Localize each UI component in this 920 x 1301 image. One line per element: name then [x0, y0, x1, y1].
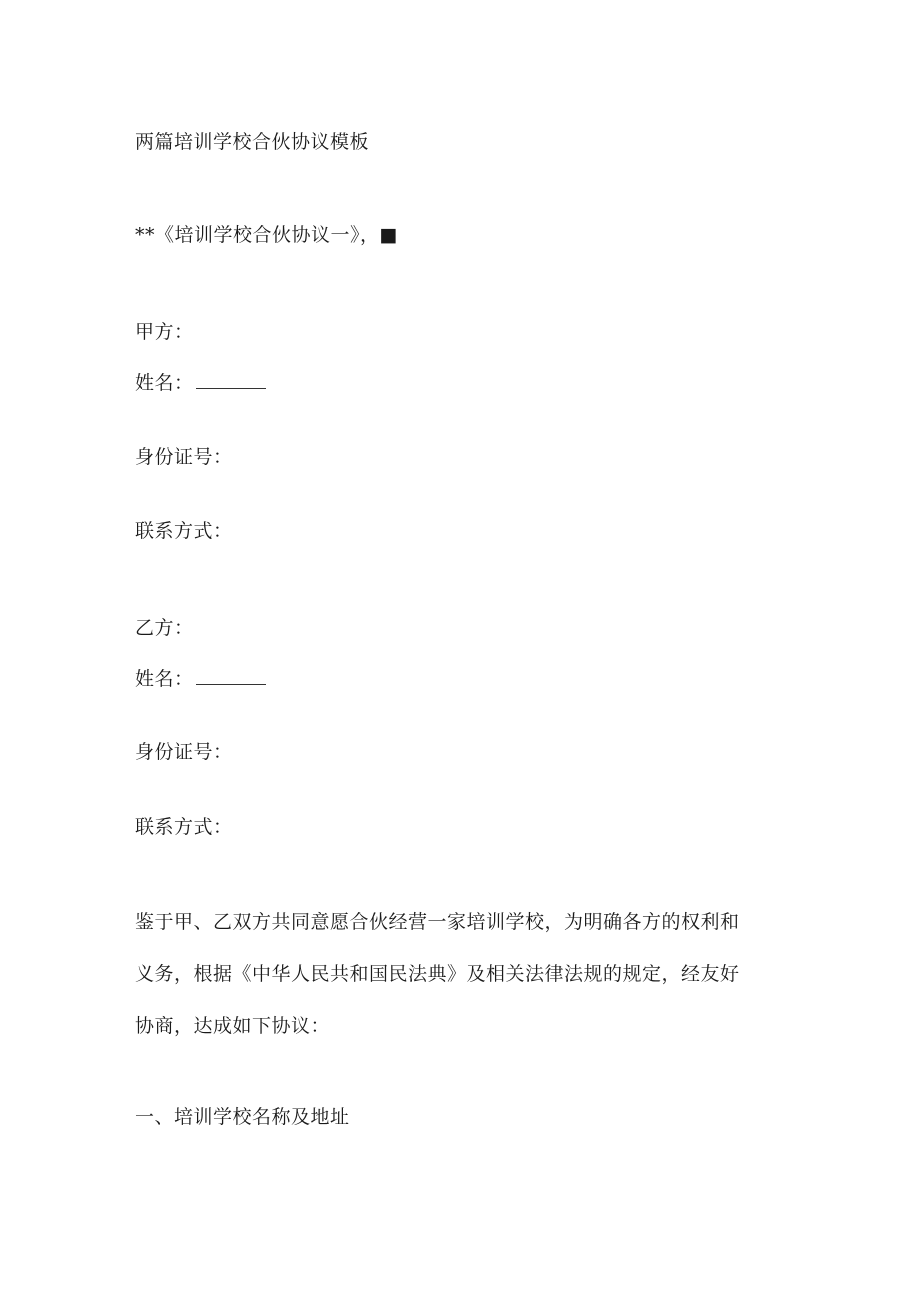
- preamble-paragraph: [135, 896, 775, 1052]
- preamble-line-3: 协商，达成如下协议：: [135, 1015, 331, 1037]
- party-a-name-blank: [196, 370, 266, 389]
- party-b-heading: 乙方：: [135, 617, 194, 639]
- party-b-id-label: 身份证号：: [135, 741, 233, 763]
- document-subtitle: **《培训学校合伙协议一》，■: [135, 224, 398, 246]
- party-b-name-label: 姓名：: [135, 668, 194, 690]
- preamble-line-2: 义务，根据《中华人民共和国民法典》及相关法律法规的规定，经友好: [135, 963, 740, 985]
- section-1-heading: 一、培训学校名称及地址: [135, 1106, 350, 1128]
- party-b-name-blank: [196, 666, 266, 685]
- party-a-id-label: 身份证号：: [135, 446, 233, 468]
- party-a-heading: 甲方：: [135, 321, 194, 343]
- party-a-name-label: 姓名：: [135, 372, 194, 394]
- party-a-name-row: [135, 370, 266, 395]
- preamble-line-1: 鉴于甲、乙双方共同意愿合伙经营一家培训学校，为明确各方的权利和: [135, 911, 740, 933]
- party-b-name-row: [135, 666, 266, 691]
- document-title: 两篇培训学校合伙协议模板: [135, 131, 370, 153]
- party-a-contact-label: 联系方式：: [135, 520, 233, 542]
- party-b-contact-label: 联系方式：: [135, 816, 233, 838]
